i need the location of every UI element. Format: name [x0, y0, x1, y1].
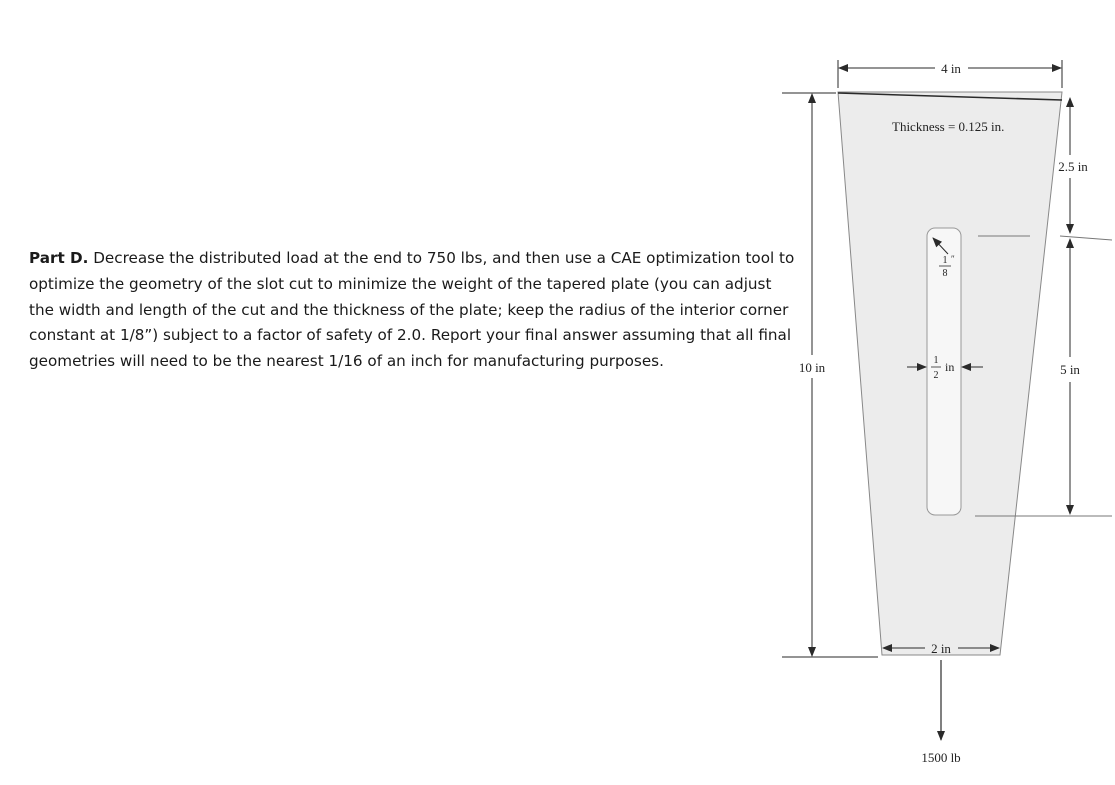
upper-segment-label: 2.5 in [1058, 159, 1088, 174]
part-label: Part D. [29, 249, 89, 267]
corner-radius-unit: ″ [951, 254, 955, 264]
slot-width-unit: in [945, 360, 955, 374]
slot-width-denominator: 2 [933, 370, 939, 381]
load-label: 1500 lb [921, 750, 961, 765]
problem-body: Decrease the distributed load at the end to 750 lbs, and then use a CAE optimization tool to optimize the geometry of the slot cut to minimize the weight of the tapered plate (you can adjust the width and length of the cut and the thickness of the plate; keep the radius of the interior corner constant at 1/8”) subject to a factor of safety of 2.0. Report your final answer assuming that all final geometries will need to be the nearest 1/16 of an inch for manufacturing purposes. [29, 249, 795, 371]
height-total-label: 10 in [798, 360, 826, 375]
bottom-width-label: 2 in [931, 641, 951, 656]
corner-radius-denominator: 8 [942, 268, 948, 279]
thickness-label: Thickness = 0.125 in. [892, 119, 1005, 134]
corner-radius-numerator: 1 [942, 255, 948, 266]
lower-segment-label: 5 in [1060, 362, 1080, 377]
upper-segment-extension-right [1060, 236, 1112, 240]
slot-width-numerator: 1 [933, 355, 939, 366]
top-width-label: 4 in [941, 61, 961, 76]
